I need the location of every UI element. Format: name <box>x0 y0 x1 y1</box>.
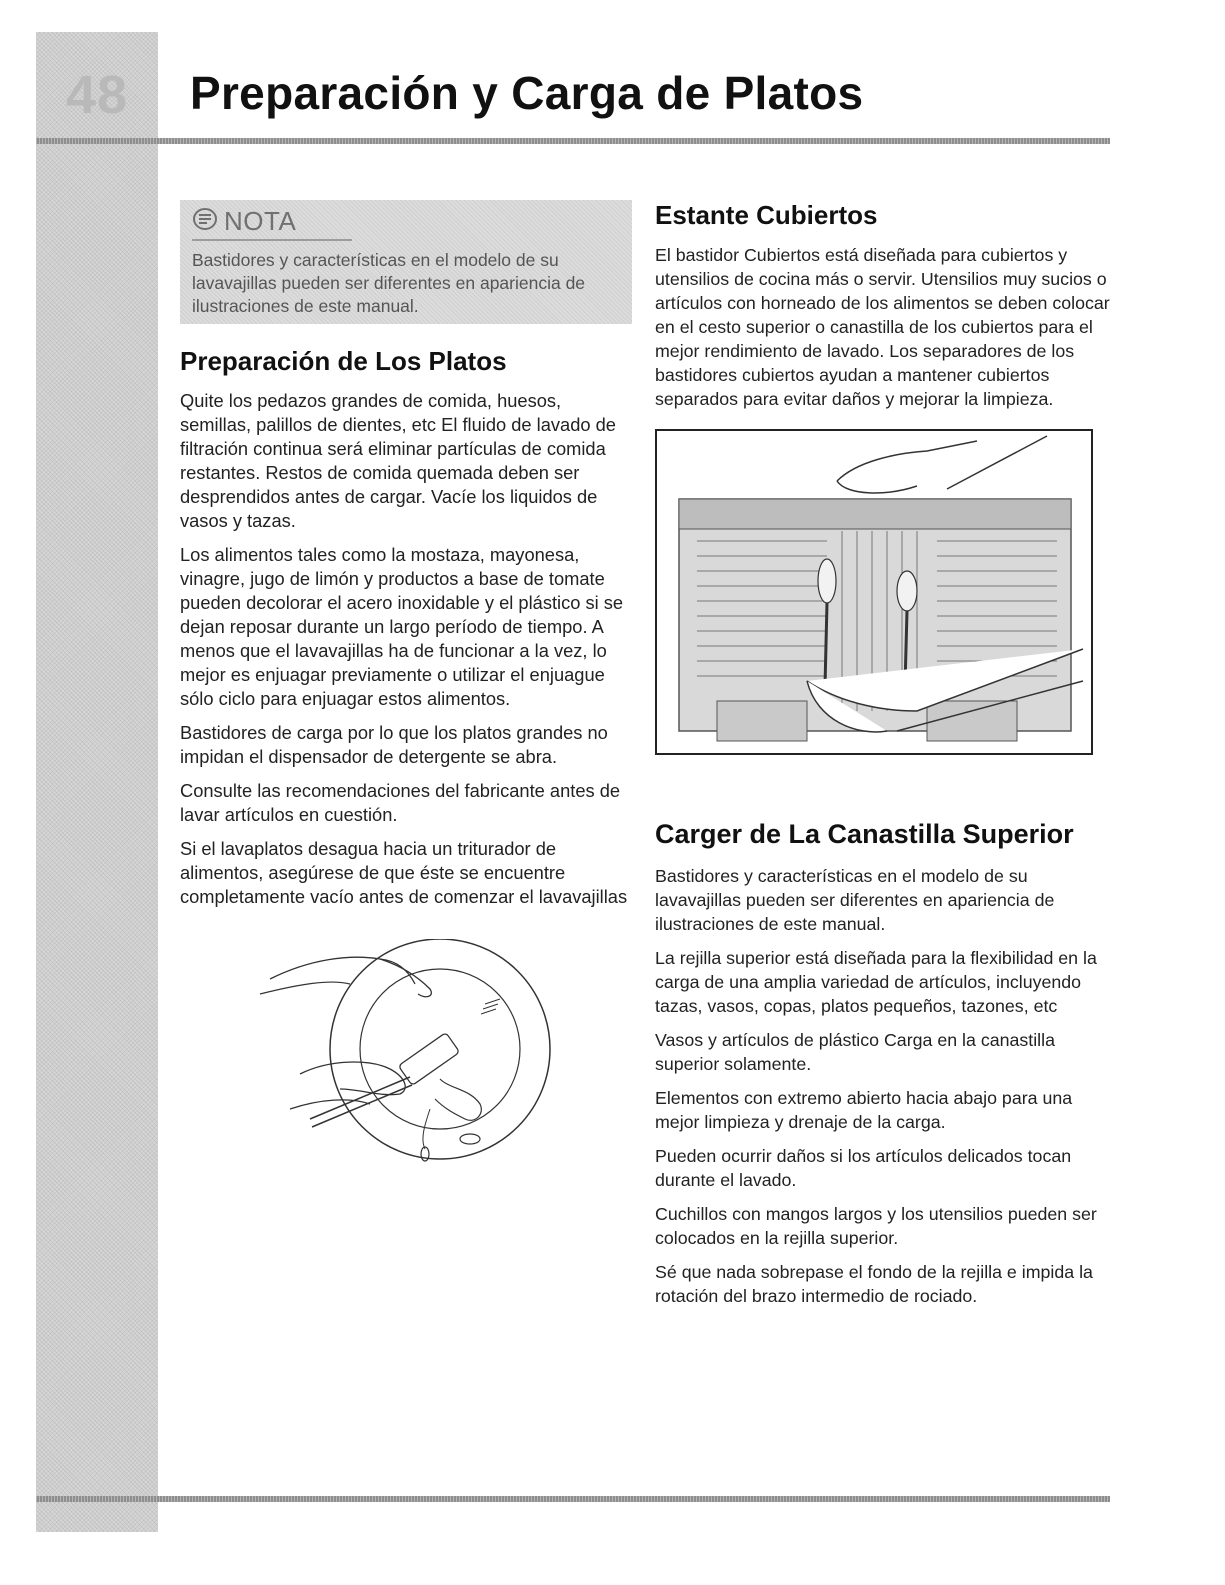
note-icon <box>192 207 218 236</box>
paragraph: Pueden ocurrir daños si los artículos delicados tocan durante el lavado. <box>655 1146 1072 1190</box>
note-header <box>192 206 352 241</box>
plate-scraping-illustration <box>240 939 560 1189</box>
cutlery-rack-illustration <box>655 429 1093 755</box>
note-text: Bastidores y características en el modelo de su lavavajillas pueden ser diferentes en apariencia de ilustraciones de este manual. <box>192 250 586 316</box>
paragraph: Bastidores y características en el modelo de su lavavajillas pueden ser diferentes en apariencia de ilustraciones de este manual. <box>655 866 1055 934</box>
note-box <box>180 200 632 324</box>
paragraph: Vasos y artículos de plástico Carga en la canastilla superior solamente. <box>655 1030 1055 1074</box>
paragraph: Si el lavaplatos desagua hacia un triturador de alimentos, asegúrese de que éste se encuentre completamente vacío antes de comenzar el lavavajillas <box>180 838 628 907</box>
paragraph: Los alimentos tales como la mostaza, mayonesa, vinagre, jugo de limón y productos a base de tomate pueden decolorar el acero inoxidable y el plástico si se dejan reposar durante un largo período de tiempo. A menos que el lavavajillas ha de funcionar a la vez, lo mejor es enjuagar previamente o utilizar el enjuague sólo ciclo para enjuagar estos alimentos. <box>180 544 624 709</box>
section-heading-cutlery: Estante Cubiertos <box>655 200 878 230</box>
footer-rule <box>36 1496 1110 1502</box>
paragraph: Elementos con extremo abierto hacia abajo para una mejor limpieza y drenaje de la carga. <box>655 1088 1073 1132</box>
page-number: 48 <box>65 65 129 125</box>
section-heading-upper-rack: Carger de La Canastilla Superior <box>655 819 1074 849</box>
left-column <box>180 200 630 1189</box>
paragraph: El bastidor Cubiertos está diseñada para cubiertos y utensilios de cocina más o servir. Utensilios muy sucios o artículos con horneado de los alimentos se deben colocar en el cesto superior o canastilla de los cubiertos para el mejor rendimiento de lavado. Los separadores de los bastidores cubiertos ayudan a mantener cubiertos separados para evitar daños y mejorar la limpieza. <box>655 245 1110 409</box>
page-title: Preparación y Carga de Platos <box>190 67 864 119</box>
paragraph: La rejilla superior está diseñada para la flexibilidad en la carga de una amplia variedad de artículos, incluyendo tazas, vasos, copas, platos pequeños, tazones, etc <box>655 948 1097 1016</box>
paragraph: Sé que nada sobrepase el fondo de la rejilla e impida la rotación del brazo intermedio de rociado. <box>655 1262 1093 1306</box>
paragraph: Cuchillos con mangos largos y los utensilios pueden ser colocados en la rejilla superior. <box>655 1204 1097 1248</box>
paragraph: Consulte las recomendaciones del fabricante antes de lavar artículos en cuestión. <box>180 780 621 825</box>
paragraph: Quite los pedazos grandes de comida, huesos, semillas, palillos de dientes, etc El fluido de lavado de filtración continua será eliminar partículas de comida restantes. Restos de comida quemada deben ser desprendidos antes de cargar. Vacíe los liquidos de vasos y tazas. <box>180 390 616 531</box>
section-heading-preparation: Preparación de Los Platos <box>180 346 507 376</box>
note-title: NOTA <box>224 206 297 236</box>
right-column <box>655 200 1110 1318</box>
sidebar-band <box>36 32 158 1532</box>
header-rule <box>36 138 1110 144</box>
paragraph: Bastidores de carga por lo que los platos grandes no impidan el dispensador de detergente se abra. <box>180 722 608 767</box>
